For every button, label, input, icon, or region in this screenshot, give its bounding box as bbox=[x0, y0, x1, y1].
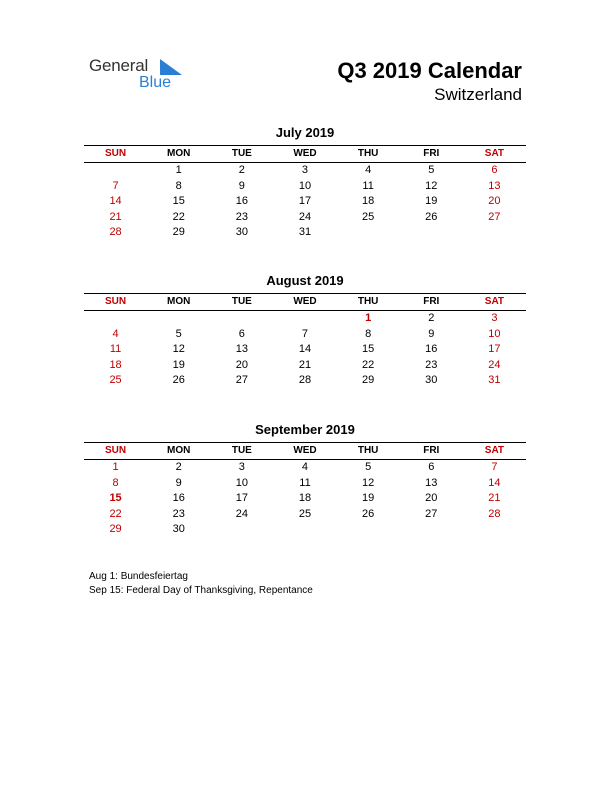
day-cell: 14 bbox=[488, 476, 501, 489]
weekday-header: SAT bbox=[484, 296, 505, 307]
weekday-header: MON bbox=[167, 296, 191, 307]
weekday-header-row bbox=[84, 145, 526, 163]
day-cell: 3 bbox=[301, 164, 309, 176]
day-cell: 26 bbox=[172, 374, 185, 386]
day-cell bbox=[273, 311, 336, 327]
holiday-note: Sep 15: Federal Day of Thanksgiving, Repentance bbox=[89, 585, 313, 596]
day-cell: 31 bbox=[298, 226, 312, 238]
day-cell bbox=[337, 522, 400, 538]
day-cell: 5 bbox=[428, 164, 435, 176]
day-cell: 23 bbox=[235, 210, 248, 223]
day-cell: 14 bbox=[109, 195, 122, 207]
month-august bbox=[84, 273, 526, 389]
holiday-day-cell: 1 bbox=[365, 312, 372, 324]
day-cell: 8 bbox=[175, 179, 182, 192]
day-cell: 7 bbox=[491, 461, 498, 473]
weekday-header: THU bbox=[357, 148, 379, 159]
day-cell bbox=[210, 522, 273, 538]
day-cell: 5 bbox=[175, 327, 182, 340]
weekday-header-row bbox=[84, 293, 526, 311]
month-title: September 2019 bbox=[255, 422, 355, 437]
weekday-header: SUN bbox=[105, 296, 127, 307]
day-cell: 21 bbox=[488, 492, 501, 504]
day-cell: 2 bbox=[428, 312, 435, 324]
day-cell: 28 bbox=[298, 374, 312, 386]
week-row bbox=[84, 460, 526, 476]
day-cell: 9 bbox=[238, 179, 245, 192]
day-cell: 28 bbox=[488, 507, 501, 520]
day-cell: 7 bbox=[301, 327, 309, 340]
day-cell bbox=[337, 225, 400, 241]
week-row bbox=[84, 210, 526, 226]
month-title: August 2019 bbox=[266, 273, 344, 288]
day-cell: 27 bbox=[235, 374, 248, 386]
day-cell: 12 bbox=[362, 476, 375, 489]
day-cell: 27 bbox=[425, 507, 438, 520]
day-cell: 11 bbox=[362, 179, 374, 192]
holiday-notes bbox=[89, 570, 529, 598]
day-cell: 6 bbox=[428, 461, 435, 473]
day-cell: 9 bbox=[428, 327, 435, 340]
day-cell: 8 bbox=[365, 327, 372, 340]
day-cell: 24 bbox=[298, 210, 312, 223]
week-row bbox=[84, 225, 526, 241]
day-cell: 2 bbox=[238, 164, 245, 176]
day-cell: 10 bbox=[235, 476, 248, 489]
day-cell: 11 bbox=[109, 343, 122, 355]
day-cell: 17 bbox=[488, 343, 501, 355]
weekday-header: TUE bbox=[231, 296, 252, 307]
day-cell bbox=[84, 311, 147, 327]
week-row bbox=[84, 476, 526, 492]
day-cell: 22 bbox=[109, 507, 122, 520]
generalblue-logo bbox=[89, 56, 199, 96]
week-row bbox=[84, 163, 526, 179]
day-cell: 29 bbox=[172, 226, 185, 238]
day-cell bbox=[400, 225, 463, 241]
week-row bbox=[84, 311, 526, 327]
day-cell: 9 bbox=[175, 476, 182, 489]
day-cell bbox=[463, 225, 526, 241]
weekday-header: TUE bbox=[231, 445, 252, 456]
weekday-header-row bbox=[84, 442, 526, 460]
day-cell: 20 bbox=[235, 358, 248, 371]
week-row bbox=[84, 522, 526, 538]
weekday-header: SAT bbox=[484, 148, 505, 159]
day-cell bbox=[147, 311, 210, 327]
day-cell: 10 bbox=[488, 327, 501, 340]
day-cell: 19 bbox=[172, 358, 185, 371]
day-cell: 3 bbox=[491, 312, 498, 324]
day-cell: 24 bbox=[488, 358, 501, 371]
page-subtitle: Switzerland bbox=[434, 85, 522, 104]
day-cell: 21 bbox=[109, 210, 122, 223]
day-cell: 4 bbox=[365, 164, 372, 176]
page-title: Q3 2019 Calendar bbox=[337, 58, 522, 83]
logo-blue-text: Blue bbox=[139, 74, 172, 91]
day-cell: 15 bbox=[362, 343, 375, 355]
day-cell: 2 bbox=[175, 461, 182, 473]
day-cell: 6 bbox=[238, 327, 245, 340]
month-july bbox=[84, 125, 526, 241]
day-cell: 1 bbox=[112, 461, 119, 473]
weekday-header: SUN bbox=[105, 148, 127, 159]
holiday-note: Aug 1: Bundesfeiertag bbox=[89, 571, 188, 582]
day-cell: 16 bbox=[235, 195, 248, 207]
weekday-header: WED bbox=[293, 445, 317, 456]
weekday-header: SUN bbox=[105, 445, 127, 456]
weekday-header: FRI bbox=[423, 296, 440, 307]
day-cell: 18 bbox=[109, 358, 122, 371]
day-cell: 7 bbox=[112, 179, 119, 192]
day-cell bbox=[84, 163, 147, 179]
weekday-header: FRI bbox=[423, 148, 440, 159]
day-cell bbox=[210, 311, 273, 327]
day-cell: 13 bbox=[425, 476, 438, 489]
day-cell: 1 bbox=[175, 164, 182, 176]
day-cell: 20 bbox=[488, 195, 501, 207]
week-row bbox=[84, 491, 526, 507]
logo-general-text: General bbox=[89, 56, 149, 75]
day-cell: 4 bbox=[301, 461, 309, 473]
day-cell bbox=[273, 522, 336, 538]
day-cell: 18 bbox=[298, 492, 312, 504]
weekday-header: THU bbox=[357, 296, 379, 307]
day-cell: 27 bbox=[488, 210, 501, 223]
weekday-header: SAT bbox=[484, 445, 505, 456]
day-cell: 31 bbox=[488, 374, 501, 386]
day-cell: 3 bbox=[238, 461, 245, 473]
day-cell: 15 bbox=[172, 195, 185, 207]
day-cell: 19 bbox=[425, 195, 438, 207]
holiday-day-cell: 15 bbox=[109, 492, 122, 504]
week-row bbox=[84, 194, 526, 210]
weekday-header: MON bbox=[167, 445, 191, 456]
week-row bbox=[84, 358, 526, 374]
week-row bbox=[84, 342, 526, 358]
weekday-header: FRI bbox=[423, 445, 440, 456]
weekday-header: WED bbox=[293, 148, 317, 159]
week-row bbox=[84, 327, 526, 343]
day-cell: 28 bbox=[109, 226, 122, 238]
day-cell: 10 bbox=[298, 179, 312, 192]
day-cell: 16 bbox=[425, 343, 438, 355]
month-september bbox=[84, 422, 526, 538]
day-cell: 11 bbox=[299, 476, 311, 489]
day-cell: 18 bbox=[362, 195, 375, 207]
day-cell bbox=[463, 522, 526, 538]
day-cell: 8 bbox=[112, 476, 119, 489]
day-cell: 29 bbox=[362, 374, 375, 386]
day-cell: 17 bbox=[235, 492, 248, 504]
week-row bbox=[84, 179, 526, 195]
day-cell: 22 bbox=[172, 210, 185, 223]
day-cell: 20 bbox=[425, 492, 438, 504]
logo-triangle-icon bbox=[160, 59, 182, 75]
day-cell: 14 bbox=[298, 343, 312, 355]
day-cell: 16 bbox=[172, 492, 185, 504]
day-cell: 30 bbox=[425, 374, 438, 386]
day-cell: 26 bbox=[362, 507, 375, 520]
day-cell: 4 bbox=[112, 327, 119, 340]
day-cell: 30 bbox=[235, 226, 248, 238]
day-cell: 12 bbox=[425, 179, 438, 192]
day-cell: 12 bbox=[172, 343, 185, 355]
day-cell: 5 bbox=[365, 461, 372, 473]
weekday-header: WED bbox=[293, 296, 317, 307]
day-cell: 23 bbox=[172, 507, 185, 520]
weekday-header: MON bbox=[167, 148, 191, 159]
day-cell: 22 bbox=[362, 358, 375, 371]
day-cell: 23 bbox=[425, 358, 438, 371]
day-cell: 13 bbox=[235, 343, 248, 355]
day-cell: 25 bbox=[362, 210, 375, 223]
day-cell bbox=[400, 522, 463, 538]
weekday-header: TUE bbox=[231, 148, 252, 159]
day-cell: 29 bbox=[109, 523, 122, 535]
day-cell: 6 bbox=[491, 164, 498, 176]
day-cell: 25 bbox=[298, 507, 312, 520]
week-row bbox=[84, 373, 526, 389]
day-cell: 17 bbox=[298, 195, 312, 207]
month-title: July 2019 bbox=[275, 125, 335, 140]
day-cell: 25 bbox=[109, 374, 122, 386]
day-cell: 21 bbox=[298, 358, 312, 371]
day-cell: 13 bbox=[488, 179, 501, 192]
day-cell: 24 bbox=[235, 507, 248, 520]
weekday-header: THU bbox=[357, 445, 379, 456]
day-cell: 19 bbox=[362, 492, 375, 504]
week-row bbox=[84, 507, 526, 523]
day-cell: 26 bbox=[425, 210, 438, 223]
day-cell: 30 bbox=[172, 523, 185, 535]
